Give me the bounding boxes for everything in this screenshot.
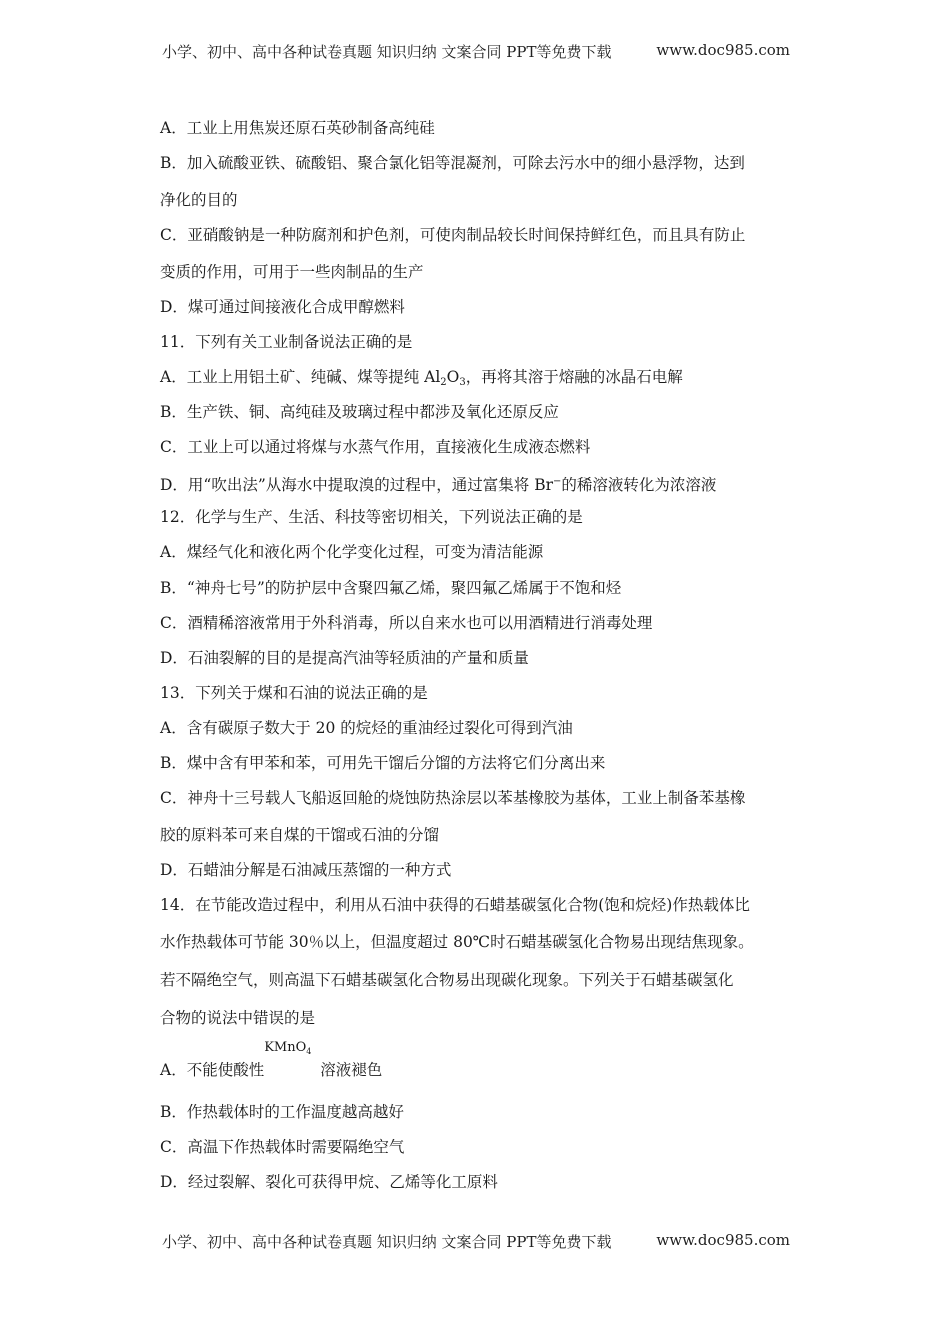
option-d-10: D．煤可通过间接液化合成甲醇燃料 bbox=[160, 298, 405, 316]
q14a-text: A．不能使酸性 bbox=[160, 1061, 265, 1079]
footer-website: www.doc985.com bbox=[656, 1231, 790, 1249]
question-13: 13．下列关于煤和石油的说法正确的是 bbox=[160, 684, 428, 702]
question-11-option-d bbox=[160, 472, 800, 495]
question-14-option-c: C．高温下作热载体时需要隔绝空气 bbox=[160, 1138, 405, 1156]
kmno4-formula bbox=[264, 1040, 320, 1075]
q11a-sub-3: 3 bbox=[459, 377, 466, 388]
q11d-text: D．用“吹出法”从海水中提取溴的过程中，通过富集将 Br bbox=[160, 476, 554, 494]
footer-left-text: 小学、初中、高中各种试卷真题 知识归纳 文案合同 PPT等免费下载 bbox=[162, 1233, 612, 1251]
q14a-text-end: 溶液褪色 bbox=[320, 1061, 383, 1079]
q11d-superscript: − bbox=[553, 476, 562, 487]
kmno4-sub: 4 bbox=[306, 1047, 312, 1056]
page-header bbox=[162, 41, 790, 62]
question-14-line3: 若不隔绝空气，则高温下石蜡基碳氢化合物易出现碳化现象。下列关于石蜡基碳氢化 bbox=[160, 971, 734, 989]
question-11-option-c: C．工业上可以通过将煤与水蒸气作用，直接液化生成液态燃料 bbox=[160, 438, 591, 456]
header-left-text: 小学、初中、高中各种试卷真题 知识归纳 文案合同 PPT等免费下载 bbox=[162, 43, 612, 61]
question-13-option-d: D．石蜡油分解是石油减压蒸馏的一种方式 bbox=[160, 861, 452, 879]
question-13-option-b: B．煤中含有甲苯和苯，可用先干馏后分馏的方法将它们分离出来 bbox=[160, 754, 606, 772]
option-c-10-line2: 变质的作用，可用于一些肉制品的生产 bbox=[160, 263, 424, 281]
question-13-option-a: A．含有碳原子数大于 20 的烷烃的重油经过裂化可得到汽油 bbox=[160, 719, 573, 737]
question-12-option-b: B．“神舟七号”的防护层中含聚四氟乙烯，聚四氟乙烯属于不饱和烃 bbox=[160, 579, 622, 597]
question-14-option-d: D．经过裂解、裂化可获得甲烷、乙烯等化工原料 bbox=[160, 1173, 498, 1191]
question-14-line4: 合物的说法中错误的是 bbox=[160, 1009, 316, 1027]
q11a-text: A．工业上用铝土矿、纯碱、煤等提纯 Al bbox=[160, 368, 441, 386]
question-12-option-d: D．石油裂解的目的是提高汽油等轻质油的产量和质量 bbox=[160, 649, 529, 667]
q11a-text-end: ，再将其溶于熔融的冰晶石电解 bbox=[465, 368, 683, 386]
question-12: 12．化学与生产、生活、科技等密切相关，下列说法正确的是 bbox=[160, 508, 583, 526]
question-12-option-c: C．酒精稀溶液常用于外科消毒，所以自来水也可以用酒精进行消毒处理 bbox=[160, 614, 653, 632]
question-13-option-c-line2: 胶的原料苯可来自煤的干馏或石油的分馏 bbox=[160, 826, 440, 844]
question-14-option-b: B．作热载体时的工作温度越高越好 bbox=[160, 1103, 404, 1121]
q11a-oxygen: O bbox=[446, 368, 460, 386]
kmno4-text: KMnO bbox=[264, 1040, 307, 1055]
question-11-option-a bbox=[160, 367, 800, 393]
option-b-10-line2: 净化的目的 bbox=[160, 191, 238, 209]
page-footer bbox=[162, 1231, 790, 1252]
q11d-text-end: 的稀溶液转化为浓溶液 bbox=[561, 476, 717, 494]
question-11: 11．下列有关工业制备说法正确的是 bbox=[160, 333, 413, 351]
question-13-option-c-line1: C．神舟十三号载人飞船返回舱的烧蚀防热涂层以苯基橡胶为基体，工业上制备苯基橡 bbox=[160, 789, 746, 807]
q11a-sub-2: 2 bbox=[440, 377, 447, 388]
question-14-line1: 14．在节能改造过程中，利用从石油中获得的石蜡基碳氢化合物(饱和烷烃)作热载体比 bbox=[160, 896, 750, 914]
option-b-10-line1: B．加入硫酸亚铁、硫酸铝、聚合氯化铝等混凝剂，可除去污水中的细小悬浮物，达到 bbox=[160, 154, 745, 172]
option-c-10-line1: C．亚硝酸钠是一种防腐剂和护色剂，可使肉制品较长时间保持鲜红色，而且具有防止 bbox=[160, 226, 746, 244]
question-11-option-b: B．生产铁、铜、高纯硅及玻璃过程中都涉及氧化还原反应 bbox=[160, 403, 559, 421]
question-14-option-a bbox=[160, 1040, 800, 1080]
option-a-10: A．工业上用焦炭还原石英砂制备高纯硅 bbox=[160, 119, 435, 137]
question-12-option-a: A．煤经气化和液化两个化学变化过程，可变为清洁能源 bbox=[160, 543, 544, 561]
question-14-line2: 水作热载体可节能 30％以上，但温度超过 80℃时石蜡基碳氢化合物易出现结焦现象。 bbox=[160, 933, 754, 951]
header-website: www.doc985.com bbox=[656, 41, 790, 59]
